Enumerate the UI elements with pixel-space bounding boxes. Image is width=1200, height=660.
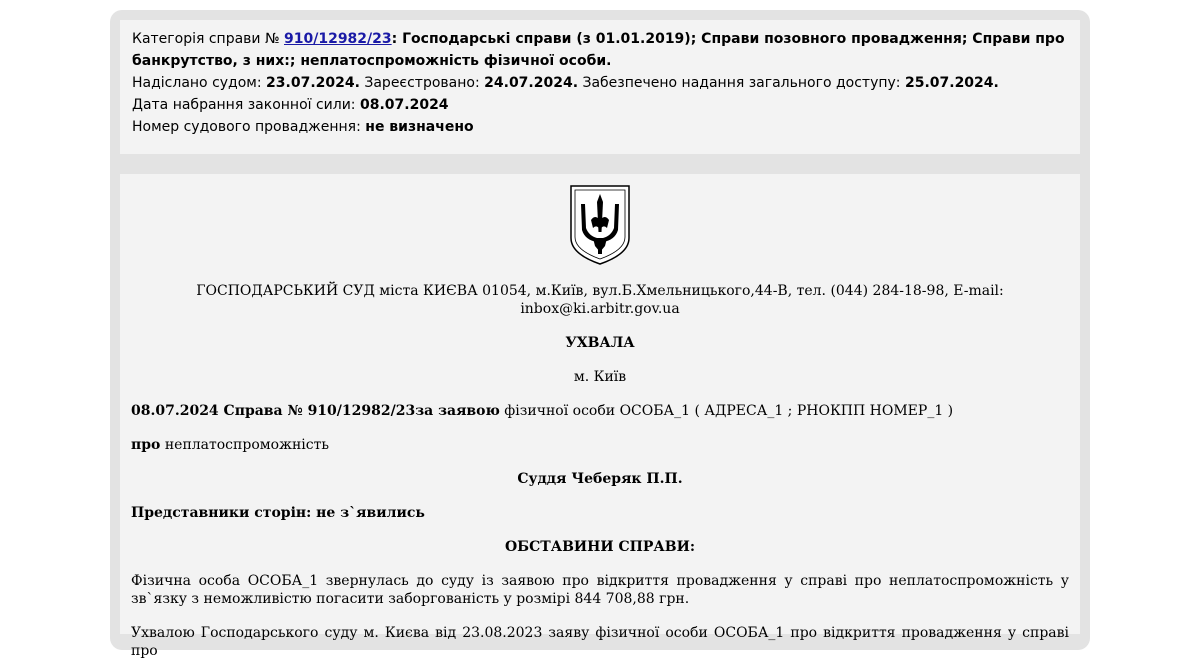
subject-value: неплатоспроможність — [160, 437, 329, 453]
case-date-number: 08.07.2024 Справа № 910/12982/23за заявою — [131, 403, 500, 419]
category-row — [132, 28, 1068, 72]
document-title: УХВАЛА — [565, 335, 635, 351]
access-value: 25.07.2024. — [904, 75, 999, 91]
proceeding-value: не визначено — [365, 119, 474, 135]
subject-line — [131, 436, 1069, 454]
court-header: ГОСПОДАРСЬКИЙ СУД міста КИЄВА 01054, м.Київ, вул.Б.Хмельницького,44-В, тел. (044) 284-18-98, E-mail: inbox@ki.arbitr.gov.ua — [196, 283, 1004, 317]
paragraph: Ухвалою Господарського суду м. Києва від 23.08.2023 заяву фізичної особи ОСОБА_1 про відкриття провадження у справі про — [131, 625, 1069, 659]
circumstances-heading: ОБСТАВИНИ СПРАВИ: — [504, 539, 696, 555]
registered-value: 24.07.2024. — [484, 75, 579, 91]
force-value: 08.07.2024 — [359, 97, 449, 113]
proceeding-row — [132, 116, 1068, 138]
access-label: Забезпечено надання загального доступу: — [582, 75, 901, 91]
case-line — [131, 402, 1069, 420]
judge-line: Суддя Чеберяк П.П. — [517, 471, 683, 487]
dates-row — [132, 72, 1068, 94]
proceeding-label: Номер судового провадження: — [132, 119, 361, 135]
document-body — [120, 174, 1080, 659]
sent-value: 23.07.2024. — [266, 75, 360, 91]
force-date-row — [132, 94, 1068, 116]
document-city: м. Київ — [573, 369, 627, 385]
paragraph: Фізична особа ОСОБА_1 звернулась до суду із заявою про відкриття провадження у справі про неплатоспроможність у зв`язку з неможливістю погасити заборгованість у розмірі 844 708,88 грн. — [131, 573, 1069, 607]
force-label: Дата набрання законної сили: — [132, 97, 356, 113]
tryzub-coat-of-arms-icon — [569, 184, 631, 266]
case-number-link[interactable]: 910/12982/23 — [284, 31, 392, 47]
sent-label: Надіслано судом: — [132, 75, 262, 91]
case-applicant: фізичної особи ОСОБА_1 ( АДРЕСА_1 ; РНОКПП НОМЕР_1 ) — [499, 403, 954, 419]
category-value: : Господарські справи (з 01.01.2019); Справи позовного провадження; Справи про банкрутство, з них:; неплатоспроможність фізичної особи. — [132, 31, 1065, 69]
subject-label: про — [131, 437, 161, 453]
case-meta-panel — [120, 20, 1080, 154]
category-label: Категорія справи № — [132, 31, 280, 47]
representatives-line: Представники сторін: не з`явились — [131, 505, 425, 521]
registered-label: Зареєстровано: — [364, 75, 480, 91]
